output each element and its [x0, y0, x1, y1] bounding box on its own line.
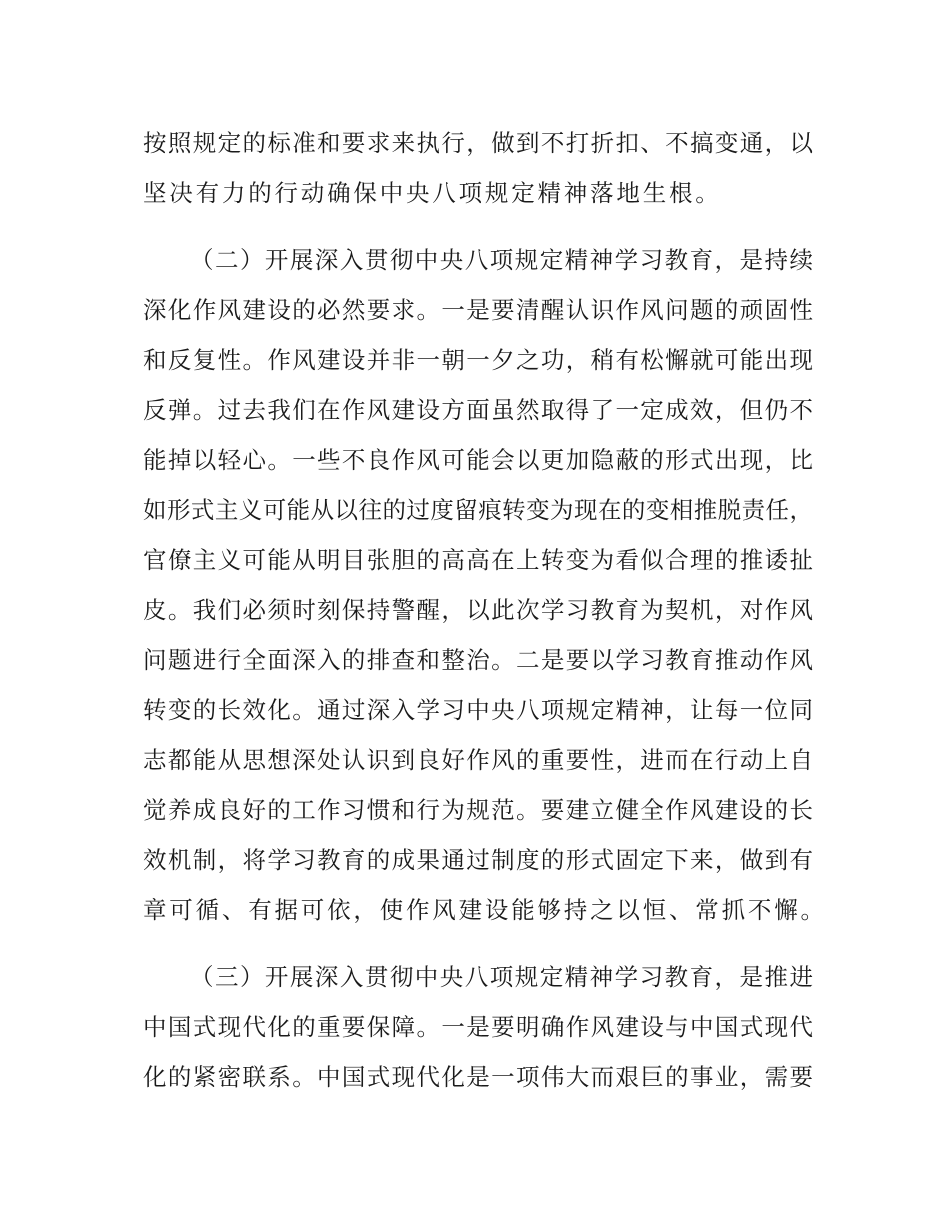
p2-line-4: 反弹。过去我们在作风建设方面虽然取得了一定成效，但仍不 [143, 396, 813, 424]
p2-line-2: 深化作风建设的必然要求。一是要清醒认识作风问题的顽固性 [143, 296, 813, 324]
p3-line-1: （三）开展深入贯彻中央八项规定精神学习教育，是推进 [190, 963, 813, 991]
p3-line-3: 化的紧密联系。中国式现代化是一项伟大而艰巨的事业，需要 [143, 1063, 813, 1091]
p1-line-1: 按照规定的标准和要求来执行，做到不打折扣、不搞变通，以 [143, 129, 813, 157]
p2-line-8: 皮。我们必须时刻保持警醒，以此次学习教育为契机，对作风 [143, 596, 813, 624]
p2-line-5: 能掉以轻心。一些不良作风可能会以更加隐蔽的形式出现，比 [143, 446, 813, 474]
p2-line-9: 问题进行全面深入的排查和整治。二是要以学习教育推动作风 [143, 646, 813, 674]
p2-line-7: 官僚主义可能从明目张胆的高高在上转变为看似合理的推诿扯 [143, 546, 813, 574]
p2-line-14: 章可循、有据可依，使作风建设能够持之以恒、常抓不懈。 [143, 896, 827, 924]
p2-line-12: 觉养成良好的工作习惯和行为规范。要建立健全作风建设的长 [143, 796, 813, 824]
p2-line-11: 志都能从思想深处认识到良好作风的重要性，进而在行动上自 [143, 746, 813, 774]
p2-line-6: 如形式主义可能从以往的过度留痕转变为现在的变相推脱责任， [143, 496, 813, 524]
p2-line-3: 和反复性。作风建设并非一朝一夕之功，稍有松懈就可能出现 [143, 346, 813, 374]
p3-line-2: 中国式现代化的重要保障。一是要明确作风建设与中国式现代 [143, 1013, 813, 1041]
p2-line-1: （二）开展深入贯彻中央八项规定精神学习教育，是持续 [190, 246, 813, 274]
p2-line-10: 转变的长效化。通过深入学习中央八项规定精神，让每一位同 [143, 696, 813, 724]
p2-line-13: 效机制，将学习教育的成果通过制度的形式固定下来，做到有 [143, 846, 813, 874]
p1-line-2: 坚决有力的行动确保中央八项规定精神落地生根。 [143, 179, 722, 207]
